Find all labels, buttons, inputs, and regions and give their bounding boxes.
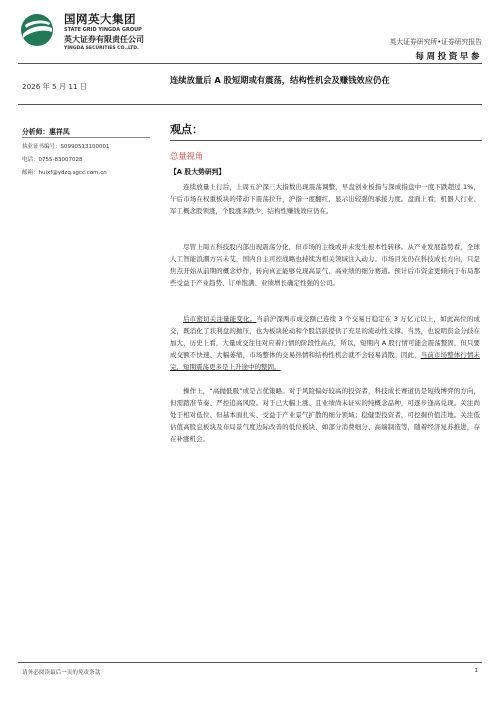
paragraph-2-text: 尽管上周五科技股内部出现震荡分化，但市场的主线或并未发生根本性转移。从产业发展趋势看，全球人工智能浪潮方兴未艾，国内自主可控战略也持续为相关领域注入动力。市场目光仍在科技成长方向，只是焦点开始从前期的概念炒作，转向真正能够兑现高景气、高业绩的细分赛道。预计后市资金更倾向于布局那些受益于产业趋势、订单饱满、业绩增长确定性强的公司。 <box>170 243 480 287</box>
header-divider <box>18 63 482 64</box>
underlined-lead: 后市密切关注量能变化。 <box>183 315 257 323</box>
page-number: 1 <box>474 668 478 674</box>
securities-name-cn: 英大证券有限责任公司 <box>64 35 144 44</box>
paragraph-1 <box>170 181 480 217</box>
report-date: 2026 年 5 月 11 日 <box>22 82 87 91</box>
analyst-name: 分析师：惠祥凤 <box>22 128 70 136</box>
paragraph-3-body: 当前沪深两市成交额已连续 3 个交易日稳定在 3 万亿元以上，如此高位的成交，既消化了获利盘的抛压，也为板块轮动和个股活跃提供了充足的流动性支撑。当然，也说明资金分歧在加大，历史上看，大量成交往往对应着行情的阶段性高点，所以，短期内 A 股行情可能会震荡整固，但只要成交额不快速、大幅萎缩，市场整体的交易热情和结构性机会就不会轻易消散。因此， <box>170 315 480 359</box>
viewpoint-heading: 观点： <box>170 123 203 136</box>
disclaimer-note: 请务必阅读最后一页的免责条款 <box>22 670 101 676</box>
analyst-email[interactable]: 邮箱：huixf@ydzq.sgcc.com.cn <box>22 170 107 176</box>
paragraph-1-text: 连续放量上行后，上周五沪深三大指数出现震荡调整，早盘创业板指与深成指盘中一度下跌超过 1%，午后市场在权重板块的带动下震荡拉升，沪指一度翻红，显示出较强的承接力度。盘面上看，机器人行业、军工概念股领涨，个股涨多跌少，结构性赚钱效应仍在。 <box>170 183 480 215</box>
securities-name-en: YINGDA SECURITIES CO.,LTD. <box>64 46 139 51</box>
subsection-heading: 【A 股大势研判】 <box>170 168 226 176</box>
footer-divider <box>18 662 482 663</box>
paragraph-2 <box>170 241 480 289</box>
section-heading: 总量视角 <box>170 151 204 161</box>
company-name-cn: 国网英大集团 <box>64 12 136 26</box>
state-grid-logo-icon <box>18 12 56 48</box>
analyst-divider <box>22 137 150 138</box>
viewpoint-divider <box>170 140 482 141</box>
paragraph-3-text <box>170 313 480 373</box>
paragraph-3 <box>170 313 480 373</box>
title-divider <box>18 104 482 105</box>
report-type: 每周投资早参 <box>415 52 482 62</box>
company-name-en: STATE GRID YINGDA GROUP <box>64 27 142 33</box>
analyst-certificate: 执业证书编号：S0990513100001 <box>22 144 110 150</box>
paragraph-4-text: 操作上，“高抛低吸”或是占优策略。对于风险偏好较高的投资者，科技成长赛道仍是短线博弈的方向，但需踏准节奏、严控追高风险。对于已大幅上涨、且业绩尚未证实的纯概念品种，可逐步逢高兑现。关注尚处于相对低位、但基本面扎实、受益于产业景气扩散的细分领域；稳健型投资者，可挖掘价值洼地。关注低估值高股息板块及布局景气度边际改善的低位板块，如部分消费细分、高端制造等，随着经济复苏推进，存在补涨机会。 <box>170 387 480 443</box>
report-title: 连续放量后 A 股短期或有震荡，结构性机会及赚钱效应仍在 <box>170 75 390 85</box>
paragraph-4 <box>170 385 480 445</box>
underlined-conclusion: 当前市场整体行情未完，短期震荡更多是上升途中的整固。 <box>170 351 481 371</box>
research-dept: 英大证券研究所•证券研究报告 <box>389 38 482 46</box>
analyst-phone: 电话：0755-83007028 <box>22 157 83 163</box>
